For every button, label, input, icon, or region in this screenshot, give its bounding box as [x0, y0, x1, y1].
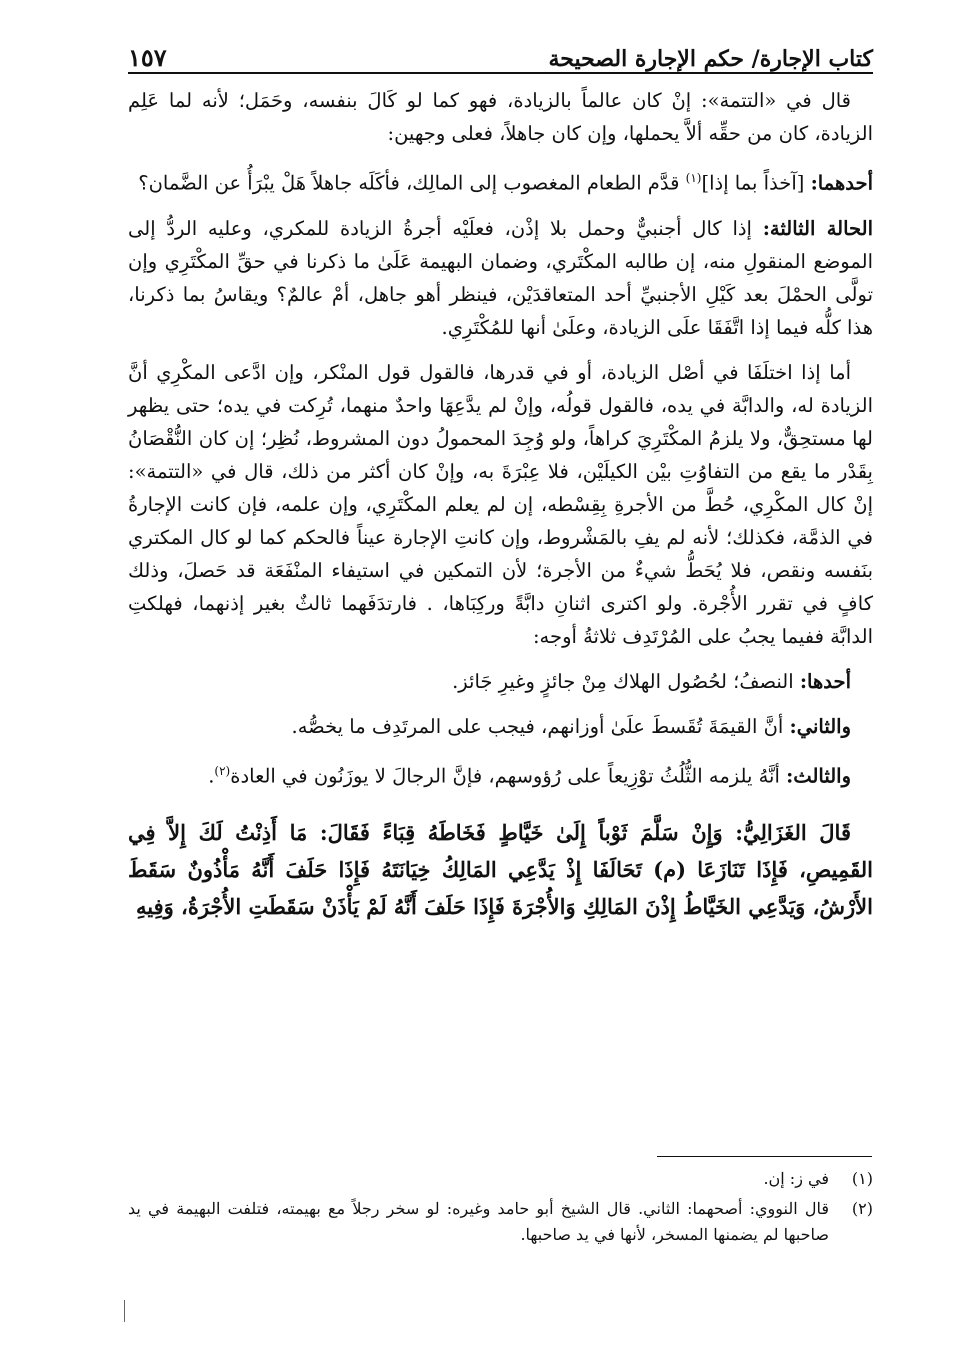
paragraph-text: النصفُ؛ لحُصُول الهلاك مِنْ جائزٍ وغيرِ جَائز.	[452, 669, 794, 693]
scan-mark	[124, 1300, 125, 1322]
paragraph-2	[128, 162, 873, 200]
page-number: ١٥٧	[128, 43, 167, 72]
paragraph-6	[128, 710, 873, 743]
quote-text: وَإِنْ سَلَّمَ ثَوْباً إِلَىٰ خَيَّاطٍ فَخَاطَهُ قِبَاءً فَقَالَ: مَا أَذِنْتُ لَكَ إِلاَّ فِي القَمِيصِ، فَإِذَا تَنَازَعَا (م) تَحَالَفَا إِذْ يَدَّعِي المَالِكُ خِيَانَتَهُ فَإِذَا حَلَفَ أَنَّهُ مَأْذُونٌ سَقَطَ الأَرْشُ، وَيَدَّعِي الخَيَّاطُ إِذْنَ المَالِكِ وَالأُجْرَةَ فَإِذَا حَلَفَ أَنَّهُ لَمْ يَأْذَنْ سَقَطَتِ الأُجْرَةُ، وَفِيهِ	[128, 820, 873, 919]
footnote-text: في ز: إن.	[763, 1169, 829, 1188]
paragraph-3	[128, 212, 873, 344]
footnote-1	[128, 1166, 873, 1192]
paragraph-7	[128, 755, 873, 793]
footnote-number: (١)	[851, 1169, 873, 1188]
paragraph-5	[128, 665, 873, 698]
term-label: والثاني:	[789, 714, 851, 738]
footnote-marker: (١)	[685, 171, 702, 185]
page-header	[128, 38, 873, 72]
paragraph-text: أنَّ القيمَةَ تُقَسطَ علَىٰ أوزانهم، فيجب على المرتَدِف ما يخصُّه.	[291, 714, 784, 738]
ghazali-quote	[128, 814, 873, 925]
paragraph-text: أنَّهُ يلزمه الثُّلُثُ توْزِيعاً على رُؤوسهم، فإنَّ الرجالَ لا يوزَنُون في العادة	[230, 764, 780, 787]
paragraph-text: [آخذاً بما إذا]	[701, 171, 805, 195]
quote-speaker: قَالَ الغَزَالِيُّ:	[735, 820, 851, 845]
header-rule	[128, 72, 873, 74]
term-label: والثالث:	[786, 764, 851, 787]
footnote-rule	[657, 1156, 872, 1157]
footnote-text: قال النووي: أصحهما: الثاني. قال الشيخ أبو حامد وغيره: لو سخر رجلاً مع بهيمته، فتلفت البهيمة في يد صاحبها لم يضمنها المسخر، لأنها في يد صاحبها.	[128, 1199, 830, 1244]
paragraph-1: قال في «التتمة»: إنْ كان عالماً بالزيادة، فهو كما لو كَالَ بنفسه، وحَمَل؛ لأنه لما عَلِم الزيادة، كان من حقِّه ألاَّ يحملها، وإن كان جاهلاً، فعلى وجهين:	[128, 89, 873, 145]
paragraph-text: قدَّم الطعام المغصوب إلى المالِك، فأكَلَه جاهلاً هَلْ يبْرَأُ عن الضَّمان؟	[138, 171, 680, 195]
main-text	[128, 84, 873, 946]
term-label: أحدها:	[799, 669, 851, 693]
running-title: كتاب الإجارة/ حكم الإجارة الصحيحة	[548, 46, 873, 72]
paragraph-text: .	[208, 764, 215, 787]
paragraph-text: إذا كال أجنبيٌّ وحمل بلا إذْن، فعلَيْه أجرةُ الزيادة للمكري، وعليه الردُّ إلى الموضع المنقولِ منه، إن طالبه المكْتَري، وضمان البهيمة عَلَىٰ ما ذكرنا في حقِّ المكْتَرِي وإن تولَّى الحمْلَ بعد كَيْلِ الأجنبيِّ أحد المتعاقدَيْن، فينظر أهو جاهل، أمْ عالمٌ؟ ويقاسُ بما ذكرنا، هذا كلُّه فيما إذا اتَّفَقَا علَى الزيادة، وعلَىٰ أنها للمُكْتَرِي.	[128, 216, 873, 339]
footnote-number: (٢)	[851, 1199, 873, 1218]
term-label: أحدهما:	[810, 171, 873, 195]
term-label: الحالة الثالثة:	[762, 216, 873, 240]
paragraph-4: أما إذا اختلَفَا في أصْل الزيادة، أو في قدرها، فالقول قول المنْكر، وإن ادَّعى المكْرِي أنَّ الزيادة له، والدابَّة في يده، فالقول قولُه، وإنْ لم يدَّعِهَا واحدٌ منهما، تُرِكت في يده؛ حتى يظهر لها مستحِقٌّ، ولا يلزمُ المكْتَرِيَ كراهاً، ولو وُجِدَ المحمولُ دون المشروط، نُظِر؛ إن كان النُّقْصَانُ بِقَدْر ما يقع من التفاوُتِ بيْن الكيلَيْن، فلا عِبْرَةَ به، وإنْ كان أكثر من ذلك، قال في «التتمة»: إنْ كال المكْرِي، حُطَّ من الأجرةِ بِقِسْطه، إن لم يعلم المكْتَرِي، وإن علمه، فإن كانت الإجارةُ في الذمَّة، فكذلك؛ لأنه لم يفِ بالمَشْروط، وإن كانتِ الإجارة عيناً فالحكم كما لو كال المكتري بنَفسه ونقص، فلا يُحَطُّ شيءٌ من الأجرة؛ لأن التمكين في استيفاء المنْفَعَة قد حَصلَ، وذلك كافٍ في تقرر الأُجْرة. ولو اكترى اثنانِ دابَّةً وركِبَاها، . فارتدَفَهما ثالثٌ بغير إذنهما، فهلكتِ الدابَّة ففيما يجبُ على المُرْتَدِف ثلاثةُ أوجه:	[128, 360, 873, 648]
footnotes	[128, 1166, 873, 1252]
footnote-marker: (٢)	[214, 763, 231, 778]
footnote-2	[128, 1196, 873, 1248]
